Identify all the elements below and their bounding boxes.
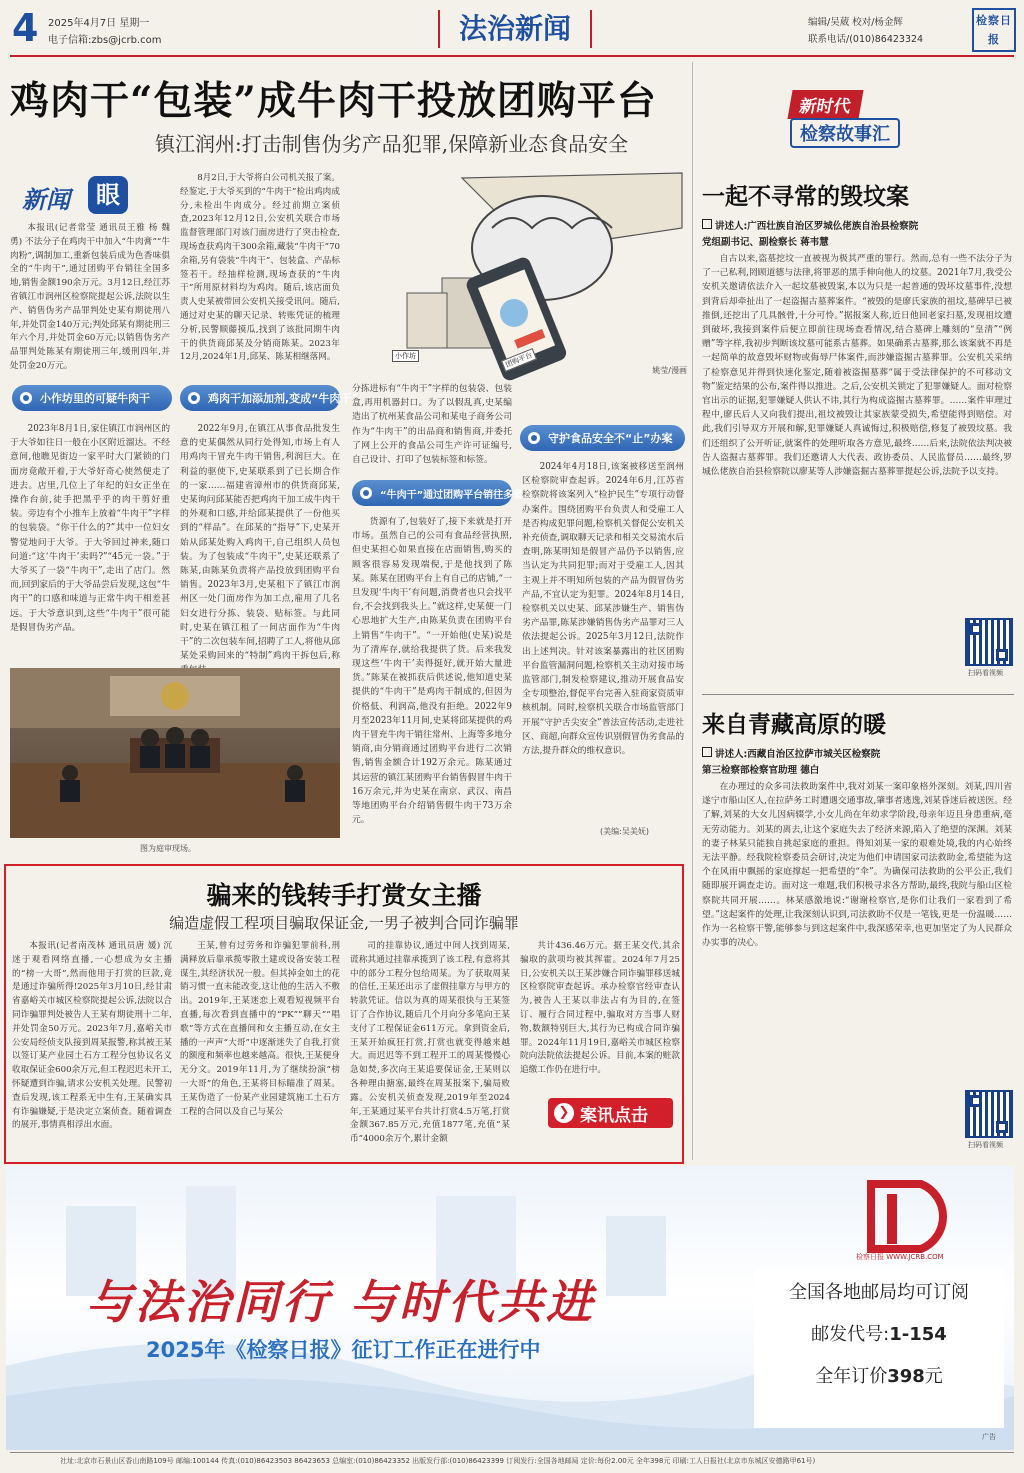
- section3-title: “牛肉干”通过团购平台销往多省市: [380, 489, 534, 501]
- pill-dot-icon: [20, 392, 32, 404]
- ad-logo: [836, 1174, 976, 1264]
- story1-title: 一起不寻常的毁坟案: [702, 183, 909, 210]
- story2-text: 在办理过的众多司法救助案件中,我对刘某一案印象格外深刻。刘某,四川省遂宁市船山区人,在拉萨务工时遭遇交通事故,肇事者逃逸,刘某昏迷后被送医。经了解,刘某的大女儿因病辍学,小女儿尚在年幼求学阶段,母亲年迈且身患重病,毫无劳动能力。刘某的离去,让这个家庭失去了经济来源,陷入了绝望的深渊。刘某的妻子林某只能独自挑起家庭的重担。得知刘某一家的艰难处境,我的内心始终无法平静。经我院检察委员会研讨,决定为他们申请国家司法救助金,希望能为这个在风雨中飘摇的家庭撑起一把希望的“伞”。为确保司法救助的公平公正,我们随即展开调查走访。面对这一难题,我们积极寻求各方帮助,最终,我院与船山区检察院共同开展……。林某感激地说:“谢谢检察官,是你们让我们一家看到了希望。”这起案件的处理,让我深刻认识到,司法救助不仅是一笔钱,更是一份温暖……作为一名检察干警,能够参与到这起案件中,我深感荣幸,也更加坚定了为人民群众办实事的决心。: [702, 782, 1012, 949]
- pill-dot-icon: [528, 432, 540, 444]
- jcrb-logo-icon: [861, 1174, 951, 1254]
- ad-postal-code: 1-154: [889, 1324, 947, 1345]
- column-logo: [780, 90, 940, 150]
- ad-box-line1: 全国各地邮局均可订阅: [789, 1282, 969, 1303]
- lead-intro: 本报讯(记者常莹 通讯员王雅 杨 魏勇) 不法分子在鸡肉干中加入“牛肉膏”“牛肉粉”,调制加工,重新包装后成为色香味俱全的“牛肉干”,通过团购平台销往全国多地,销售金额190余万元。3月12日,经江苏省镇江市润州区检察院提起公诉,法院以生产、销售伪劣产品罪判处史某有期徒刑八年,并处罚金140万元;判处邱某有期徒刑三年六个月,并处罚金60万元;以销售伪劣产品罪判处陈某有期徒刑三年,缓刑四年,并处罚金20万元。: [10, 223, 170, 371]
- ad-price-unit: 元: [924, 1366, 943, 1387]
- pill-dot-icon: [188, 392, 200, 404]
- cartoon-illustration: [352, 168, 692, 378]
- section-title: [438, 10, 592, 48]
- badge-prefix: 新闻: [22, 186, 70, 214]
- story1-qr-code[interactable]: [965, 618, 1013, 666]
- speaker-box-icon: [702, 219, 712, 229]
- section-pill-4: [520, 425, 685, 451]
- ad-tag: 广告: [982, 1433, 996, 1441]
- editors: 编辑/吴葳 校对/杨金辉: [808, 17, 903, 28]
- column-divider: [692, 62, 693, 1160]
- subscription-ad: [6, 1166, 1014, 1450]
- section4-credit: (美编:吴美妩): [600, 827, 649, 836]
- photo-caption: 图为庭审现场。: [140, 844, 196, 853]
- cartoon-tag-workshop: 小作坊: [392, 350, 419, 362]
- case-tag-text: 案讯点击: [580, 1106, 648, 1126]
- story2-speaker2: 第三检察部检察官助理 德白: [702, 765, 820, 776]
- story1-speaker1-text: 讲述人:广西壮族自治区罗城仫佬族自治县检察院: [715, 221, 919, 232]
- section1-title: 小作坊里的可疑牛肉干: [40, 392, 150, 405]
- ad-postal-label: 邮发代号:: [811, 1324, 890, 1345]
- fist-phone-cartoon: [352, 168, 692, 378]
- pill-dot-icon: [360, 487, 372, 499]
- cartoon-credit: 姚莹/漫画: [652, 366, 687, 375]
- story2-qr-code[interactable]: [965, 1090, 1013, 1138]
- phone: 联系电话/(010)86423324: [808, 34, 924, 45]
- case-col2: 王某,曾有过劳务和诈骗犯罪前科,刑满释放后靠承揽零散土建或设备安装工程谋生,其经济状况一般。但其掉金如土的花销习惯一直未能改变,这让他的生活入不敷出。2019年,王某迷恋上观看短视频平台直播,每次看到直播中的“PK”“聊天”“唱歌”等方式在直播间和女主播互动,在女主播的一声声“大哥”中逐渐迷失了自我,打赏的额度和频率也越来越高。很快,王某便身无分文。2019年11月,为了继续扮演“榜一大哥”的角色,王某将目标瞄准了周某。王某伪造了一份某产业园建筑施工土石方工程的合同以及自己与某公: [180, 941, 340, 1117]
- section2-text: 2022年9月,在镇江从事食品批发生意的史某偶然从同行处得知,市场上有人用鸡肉干冒充牛肉干销售,利润巨大。在利益的驱使下,史某联系到了已长期合作的一家……福建省漳州市的供货商邱某,史某询问邱某能否把鸡肉干加工成牛肉干的外观和口感,并给邱某提供了一份他买到的“样品”。在邱某的“指导”下,史某开始从邱某处购入鸡肉干,自己组织人员包装。为了包装成“牛肉干”,史某还联系了陈某,由陈某负责将产品投放到团购平台销售。2023年3月,史某租下了镇江市润州区一处门面房作为加工点,雇用了几名妇女进行分拣、装袋、贴标签。与此同时,史某在镇江租了一间店面作为“牛肉干”的二次包装车间,招聘了工人,将他从邱某处采购回来的“特制”鸡肉干拆包后,称: [180, 424, 340, 662]
- ad-price-label: 全年订价: [815, 1366, 888, 1387]
- courtroom-image: [10, 668, 340, 838]
- speaker-box-icon: [702, 747, 712, 757]
- court-photo: [10, 668, 340, 838]
- badge-eye: 眼: [88, 176, 128, 214]
- newspaper-logo-text: 检察日报: [976, 14, 1012, 46]
- ad-box-line3: [754, 1362, 1004, 1388]
- header-rule: [10, 55, 1014, 57]
- email: 电子信箱:zbs@jcrb.com: [48, 35, 162, 46]
- section1-text: 2023年8月1日,家住镇江市润州区的于大爷如往日一般在小区附近溜达。不经意间,他瞧见街边一家平时大门紧锁的门面房竟敞开着,于大爷好奇心使然便走了进去。店里,几位上了年纪的妇女正坐在操作台前,徒手把黑乎乎的肉干剪好重装。旁边有个小推车上放着“牛肉干”字样的包装袋。“你干什么的?”其中一位妇女警觉地问于大爷。于大爷回过神来,随口问道:“这‘牛肉干’卖吗?”“45元一袋。”于大爷买了一袋“牛肉干”,走出了店门。然而,回到家后的于大爷品尝后发现,这包“牛肉干”的口感和味道与正常牛肉干相差甚远。于大爷意识到,这些“牛肉干”很可能是假冒伪劣产品。: [10, 424, 170, 633]
- footer-text: 社址:北京市石景山区香山南路109号 邮编:100144 传真:(010)86423503 86423653 总编室:(010)86423352 出版发行部:(010)86423399 订阅发行:全国各地邮局 定价:每份2.00元 全年398元 印刷:工人日报社(北京市东城区安德路甲61号): [60, 1457, 816, 1465]
- section-col3-top: 分拣进标有“牛肉干”字样的包装袋、包装盒,再用机器封口。为了以假乱真,史某编造出了杭州某食品公司和某电子商务公司作为“牛肉干”的出品商和销售商,并委托了网上公开的食品公司生产许可证编号,自己设计、打印了包装标签和标签。: [352, 384, 512, 466]
- story1-speaker1: [702, 218, 918, 232]
- newspaper-logo: [972, 8, 1016, 52]
- ad-logo-caption: 检察日报 WWW.JCRB.COM: [856, 1253, 944, 1261]
- case-subtitle: 编造虚假工程项目骗取保证金,一男子被判合同诈骗罪: [169, 914, 519, 932]
- section3-text: 货源有了,包装好了,接下来就是打开市场。虽然自己的公司有食品经营执照,但史某担心如果直接在店面销售,购买的顾客很容易发现端倪,于是他找到了陈某。陈某在团购平台上有自己的店铺,“一旦发现‘牛肉干’有问题,消费者也只会找平台,不会找到我头上。”就这样,史某便一门心思地扩大生产,由陈某负责在团购平台上销售“牛肉干”。“一开始他(史某)说是为了清库存,就给我提供了货。后来我发现这些‘牛肉干’卖得挺好,就开始大量进货。”陈某在被抓获后供述说,他知道史某提供的“牛肉干”是鸡肉干制成的,但因为价格低、利润高,他没有拒绝。2022年9月至2023年11月间,史某将邱某提供的鸡肉干冒充牛肉干销往常州、上海等多地分销商,由分销商通过团购平台进行二次销售,销售金额合计192万余元。陈某通过其运营的镇江某团购平台销售假冒牛肉干16万余元,并为史某在南京、武汉、南昌等地团购平台介绍销售假牛肉干73万余元。: [352, 517, 512, 826]
- lead-col2-top: 8月2日,于大爷将白公司机关报了案。经鉴定,于大爷买到的“牛肉干”检出鸡肉成分,未检出牛肉成分。经过前期立案侦查,2023年12月12日,公安机关联合市场监督管理部门对该门面房进行了突击检查,现场查获鸡肉干300余箱,藏装“牛肉干”70余箱,另有袋装“牛肉干”、包装盒、产品标签若干。经抽样检测,现场查获的“牛肉干”所用原材料均为鸡肉。随后,该店面负责人史某被带回公安机关接受讯问。随后,通过对史某的聊天记录、转账凭证的梳理分析,民警顺藤摸瓜,找到了该批同期牛肉干的供货商邱某及分销商陈某。2023年12月,2024年1月,邱某、陈某相继落网。: [180, 173, 340, 363]
- ad-subslogan: 2025年《检察日报》征订工作正在进行中: [146, 1338, 541, 1362]
- case-title: 骗来的钱转手打赏女主播: [206, 881, 482, 910]
- case-col1: 本报讯(记者南茂林 通讯员唐 媛) 沉迷于观看网络直播,一心想成为女主播的“榜一大哥”,然而他用于打赏的巨款,竟是通过诈骗所得!2025年3月10日,经甘肃省嘉峪关市城区检察院提起公诉,法院以合同诈骗罪判处被告人王某有期徒刑十二年,并处罚金50万元。2023年7月,嘉峪关市公安局经侦支队接到周某报警,称其被王某以签订某产业园土石方工程分包协议名义收取保证金600余万元,但工程迟迟未开工,怀疑遭到诈骗,请求公安机关处理。民警初查后发现,该工程系无中生有,王某确实具有诈骗嫌疑,于是决定立案侦查。随着调查的展开,事情真相浮出水面。: [12, 941, 172, 1131]
- lead-title: 鸡肉干“包装”成牛肉干投放团购平台: [10, 78, 657, 124]
- story1-speaker2: 党组副书记、副检察长 蒋韦慧: [702, 237, 829, 248]
- date-line: 2025年4月7日 星期一: [48, 18, 150, 29]
- ad-info-box: [754, 1268, 1004, 1428]
- story2-qr-caption: 扫码看视频: [968, 1141, 1003, 1149]
- section-title-text: 法治新闻: [458, 12, 571, 45]
- story1-qr-caption: 扫码看视频: [968, 669, 1003, 677]
- section4-text: 2024年4月18日,该案被移送至润州区检察院审查起诉。2024年6月,江苏省检察院将该案列入“检护民生”专项行动督办案件。围绕团购平台负责人和受雇工人是否构成犯罪问题,检察机关督促公安机关补充侦查,调取聊天记录和相关交易流水后查明,陈某明知是假冒产品仍予以销售,应当认定为共同犯罪;而对于受雇工人,因其主观上并不明知所包装的产品为假冒伪劣产品,不宜认定为犯罪。2024年8月14日,检察机关以史某、邱某涉嫌生产、销售伪劣产品罪,陈某涉嫌销售伪劣产品罪对三人依法提起公诉。2025年3月12日,法院作出上述判决。针对该案暴露出的社区团购平台监管漏洞问题,检察机关主动对接市场监管部门,制发检察建议,推动开展食品安全专项整治,督促平台完善入驻商家资质审核机制。同时,检察机关联合市场监管部门开展“守护舌尖安全”普法宣传活动,走进社区、商超,向群众宣传识别假冒伪劣食品的方法,提升群众的维权意识。: [522, 462, 684, 757]
- story1-text: 自古以来,盗墓挖坟一直被视为极其严重的罪行。然而,总有一些不法分子为了一己私利,罔顾道德与法律,将罪恶的黑手伸向他人的坟墓。2021年7月,我受公安机关邀请依法介入一起坟墓被毁案,本以为只是一起普通的毁坏坟墓事件,没想到背后却牵扯出了一起盗掘古墓葬案件。“被毁的是廖氏家族的祖坟,墓碑早已被推倒,还挖出了几具骸骨,十分可怜。”据报案人称,近日他回老家扫墓,发现祖坟遭到破坏,我接到案件后便立即前往现场查看情况,结合墓碑上雕刻的“皇清”“例赠”等字样,我初步判断该坟墓可能系古墓葬。如果确系古墓葬,那么该案就不再是一起简单的故意毁坏财物或侮辱尸体案件,而涉嫌盗掘古墓葬罪。公安机关采纳了检察意见并得到快速化鉴定,随着被盗掘墓葬“属于受法律保护的不可移动文物”鉴定结果的公布,案件得以推进。之后,公安机关锁定了犯罪嫌疑人。面对检察官出示的证据,犯罪嫌疑人供认不讳,其行为构成盗掘古墓葬罪。……案件审理过程中,廖氏后人又向我们提出,祖坟被毁让其家族蒙受损失,希望能得到赔偿。对此,我们引导双方开展和解,犯罪嫌疑人真诚悔过,积极赔偿,修复了被毁坟墓。我们还组织了公开听证,就案件的处理听取各方意见,最终……后来,法院依法判决被告人盗掘古墓葬罪。我们还邀请人大代表、政协委员、人民监督员……最终,罗城仫佬族自治县检察院以廖某等人涉嫌盗掘古墓葬罪提起公诉,法院予以支持。: [702, 254, 1012, 478]
- section4-title: 守护食品安全不“止”办案: [548, 432, 673, 445]
- story2-speaker1: [702, 746, 880, 760]
- cartoon-tag-platform: 团购平台: [501, 348, 537, 372]
- section-pill-1: [12, 385, 172, 411]
- right-divider: [702, 694, 1014, 695]
- ad-slogan: 与法治同行 与时代共进: [86, 1275, 596, 1329]
- news-eye-badge: [22, 176, 132, 216]
- case-col3: 司的挂靠协议,通过中间人找到周某,谎称其通过挂靠承揽到了该工程,有意将其中的部分工程分包给周某。为了获取周某的信任,王某还出示了虚假挂靠方与甲方的转款凭证。信以为真的周某很快与王某签订了合作协议,随后几个月向分多笔向王某支付了工程保证金611万元。拿到资金后,王某开始疯狂打赏,打赏也就变得越来越大。而迟迟等不到工程开工的周某慢慢心急如焚,多次向王某追要保证金,王某则以各种理由搪塞,最终在周某报案下,骗局败露。公安机关侦查发现,2019年至2024年,王某通过某平台共计打赏4.5万笔,打赏金额367.85万元,充值1877笔,充值“某币”4000余万个,累计金额: [350, 941, 510, 1145]
- section2-title: 鸡肉干加添加剂,变成“牛肉干”: [208, 392, 359, 405]
- story2-title: 来自青藏高原的暖: [702, 711, 886, 738]
- footer-rule: [10, 1452, 1014, 1453]
- section-pill-3: [352, 480, 534, 506]
- story2-speaker1-text: 讲述人:西藏自治区拉萨市城关区检察院: [715, 749, 881, 760]
- page-number: 4: [12, 6, 39, 50]
- lead-subtitle: 镇江润州:打击制售伪劣产品犯罪,保障新业态食品安全: [155, 132, 629, 156]
- column-logo-bottom: 检察故事汇: [790, 118, 900, 148]
- ad-price-value: 398: [887, 1366, 925, 1387]
- column-logo-top: 新时代: [787, 90, 863, 119]
- case-col4: 共计436.46万元。据王某交代,其余骗取的款项均被其挥霍。2024年7月25日,公安机关以王某涉嫌合同诈骗罪移送城区检察院审查起诉。承办检察官经审查认为,被告人王某以非法占有为目的,在签订、履行合同过程中,骗取对方当事人财物,数额特别巨大,其行为已构成合同诈骗罪。2024年11月19日,嘉峪关市城区检察院向法院依法提起公诉。目前,本案的赃款追缴工作仍在进行中。: [520, 941, 680, 1076]
- section-pill-2: [180, 385, 359, 411]
- case-tag-icon: ❯: [554, 1103, 574, 1123]
- case-tag: [548, 1098, 673, 1128]
- ad-box-line2: [754, 1320, 1004, 1346]
